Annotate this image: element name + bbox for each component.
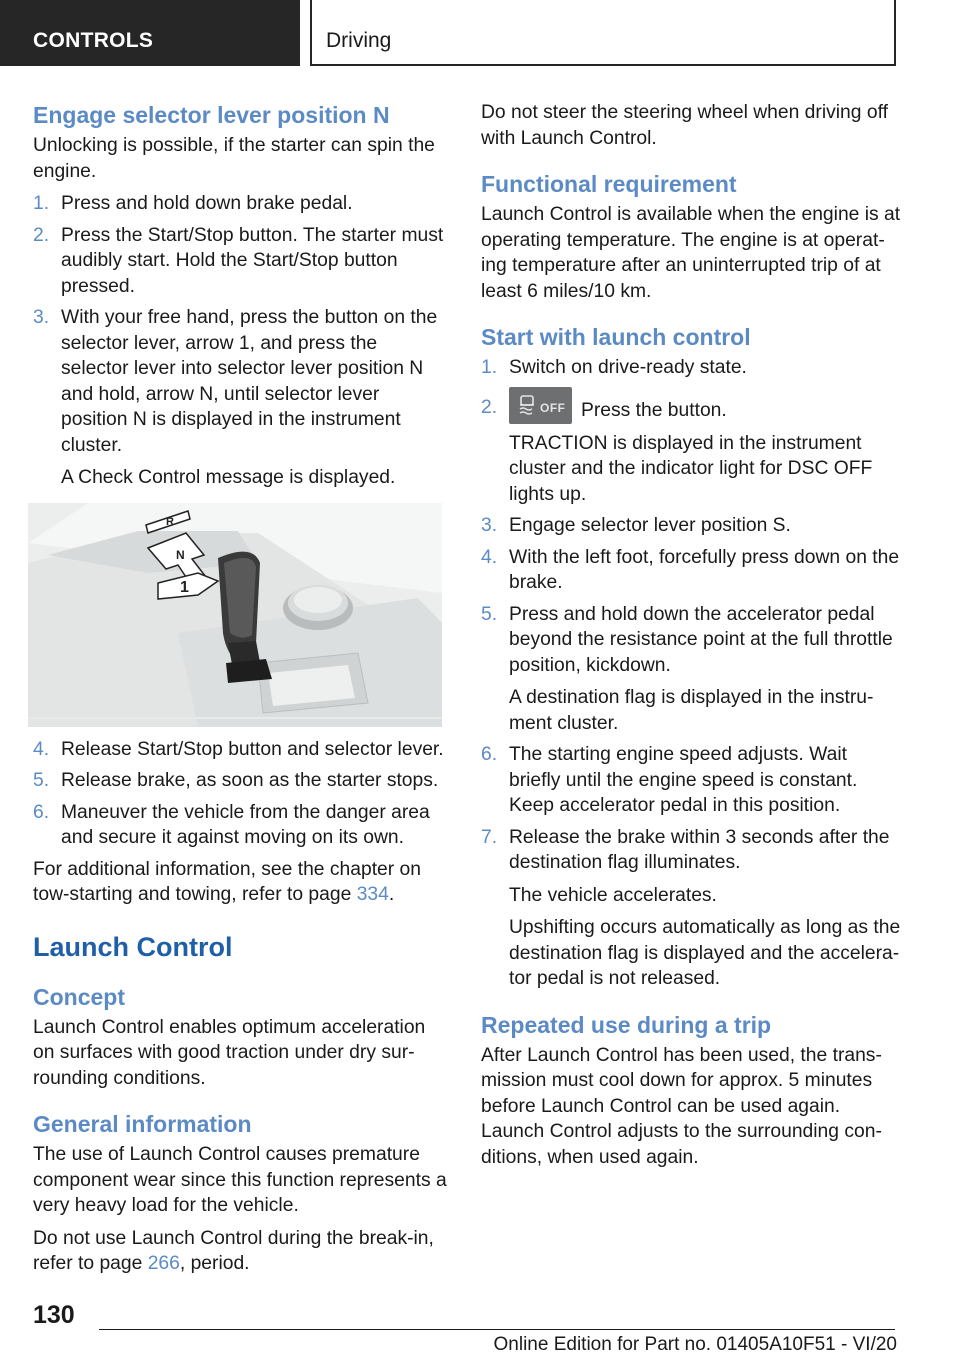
step-number: 6. xyxy=(481,744,498,765)
left-column xyxy=(33,100,448,1284)
engage-intro: Unlocking is possible, if the starter can spin the engine. xyxy=(33,135,435,182)
repeated-use-text: After Launch Control has been used, the transmission must cool down for approx. 5 minutes before Launch Control can be used again. Launch Control adjusts to the surrounding conditions, when used again. xyxy=(481,1044,882,1168)
step-text: Maneuver the vehicle from the danger area and secure it against moving on its own. xyxy=(61,801,430,848)
break-in-end: , period. xyxy=(179,1253,250,1274)
step-text: Release the brake within 3 seconds after the destination flag illuminates. xyxy=(509,826,890,873)
step-text: Press the Start/Stop button. The starter must audibly start. Hold the Start/Stop button pressed. xyxy=(61,224,444,297)
list-item xyxy=(481,742,901,819)
step-text: Engage selector lever position S. xyxy=(509,515,791,536)
functional-requirement-text: Launch Control is available when the engine is at operating temperature. The engine is at operating temperature after an uninterrupted trip of at least 6 miles/10 km. xyxy=(481,204,901,302)
off-label: OFF xyxy=(540,400,566,415)
edition-note: Online Edition for Part no. 01405A10F51 - VI/20 xyxy=(493,1334,897,1355)
step-note: A Check Control message is displayed. xyxy=(61,467,396,488)
figure-label-n: N xyxy=(176,547,185,562)
page-number: 130 xyxy=(33,1301,75,1329)
engage-steps-continued xyxy=(33,737,448,851)
selector-lever-drawing xyxy=(28,503,442,727)
step-note: A destination flag is displayed in the instrument cluster. xyxy=(509,687,874,734)
start-steps xyxy=(481,355,901,992)
concept-text: Launch Control enables optimum acceleration on surfaces with good traction under dry surrounding conditions. xyxy=(33,1016,426,1089)
list-item xyxy=(33,305,448,491)
list-item xyxy=(481,825,901,992)
step-text: Release Start/Stop button and selector lever. xyxy=(61,738,444,760)
section-tab xyxy=(0,0,300,66)
step-number: 3. xyxy=(481,515,498,536)
launch-control-title: Launch Control xyxy=(33,931,233,962)
step-number: 3. xyxy=(33,307,50,328)
section-title: CONTROLS xyxy=(33,29,154,52)
list-item xyxy=(481,387,901,508)
list-item xyxy=(481,355,901,381)
selector-lever-illustration xyxy=(28,503,442,727)
step-text: The starting engine speed adjusts. Wait briefly until the engine speed is constant. Keep accelerator pedal in this position. xyxy=(509,744,858,816)
right-column xyxy=(481,100,901,1177)
more-info-text: For additional information, see the chapter on tow-starting and towing, refer to page xyxy=(33,858,421,905)
concept-heading: Concept xyxy=(33,983,125,1010)
step-number: 6. xyxy=(33,801,50,823)
general-info-text: The use of Launch Control causes premature component wear since this function represents a very heavy load for the vehicle. xyxy=(33,1144,447,1216)
start-launch-heading: Start with launch control xyxy=(481,324,751,350)
step-number: 1. xyxy=(481,357,498,378)
step-number: 1. xyxy=(33,193,50,214)
step-number: 7. xyxy=(481,826,498,848)
repeated-use-heading: Repeated use during a trip xyxy=(481,1011,772,1038)
step-text: Press and hold down brake pedal. xyxy=(61,193,353,214)
chapter-title: Driving xyxy=(326,29,392,52)
functional-requirement-heading: Functional requirement xyxy=(481,171,737,197)
page-link-266[interactable]: 266 xyxy=(147,1253,180,1274)
break-in-paragraph xyxy=(33,1226,448,1277)
traction-car-icon xyxy=(518,394,536,416)
chapter-tab xyxy=(310,0,896,66)
step-number: 2. xyxy=(481,396,498,418)
engage-heading: Engage selector lever position N xyxy=(33,102,390,128)
more-info-paragraph xyxy=(33,857,448,908)
engage-steps xyxy=(33,191,448,491)
step-note: The vehicle accelerates. xyxy=(509,884,717,906)
list-item xyxy=(33,191,448,217)
step-text: Release brake, as soon as the starter stops. xyxy=(61,770,439,791)
step-text: Press and hold down the accelerator pedal beyond the resistance point at the full throttle position, kickdown. xyxy=(509,603,893,676)
step-number: 5. xyxy=(33,770,50,791)
step-note: Upshifting occurs automatically as long as the destination flag is displayed and the accelerator pedal is not released. xyxy=(509,917,901,989)
list-item xyxy=(481,602,901,737)
list-item xyxy=(481,545,901,596)
step-text: Switch on drive-ready state. xyxy=(509,357,747,378)
list-item xyxy=(481,513,901,539)
step-text: With your free hand, press the button on the selector lever, arrow 1, and press the selector lever into selector lever position N and hold, arrow N, until selector lever position N is displayed in the instrument cluster. xyxy=(61,307,438,456)
list-item xyxy=(33,800,448,851)
more-info-end: . xyxy=(388,884,395,905)
step-number: 2. xyxy=(33,224,50,246)
footer-divider xyxy=(99,1329,895,1330)
step-text: Press the button. xyxy=(581,399,727,421)
step-number: 4. xyxy=(481,546,498,568)
step-text: With the left foot, forcefully press down on the brake. xyxy=(509,546,900,593)
step-text-with-icon xyxy=(509,387,901,424)
figure-label-1: 1 xyxy=(180,578,189,596)
steering-note: Do not steer the steering wheel when driving off with Launch Control. xyxy=(481,102,888,149)
page-link-334[interactable]: 334 xyxy=(356,884,389,905)
step-note: TRACTION is displayed in the instrument cluster and the indicator light for DSC OFF lights up. xyxy=(509,432,873,505)
break-in-text: Do not use Launch Control during the break-in, refer to page xyxy=(33,1227,434,1274)
list-item xyxy=(33,737,448,763)
step-number: 5. xyxy=(481,603,498,625)
list-item xyxy=(33,223,448,300)
figure-label-r: R xyxy=(166,515,174,528)
general-info-heading: General information xyxy=(33,1111,252,1137)
dsc-off-button-icon xyxy=(509,387,572,424)
list-item xyxy=(33,768,448,794)
step-number: 4. xyxy=(33,738,50,760)
